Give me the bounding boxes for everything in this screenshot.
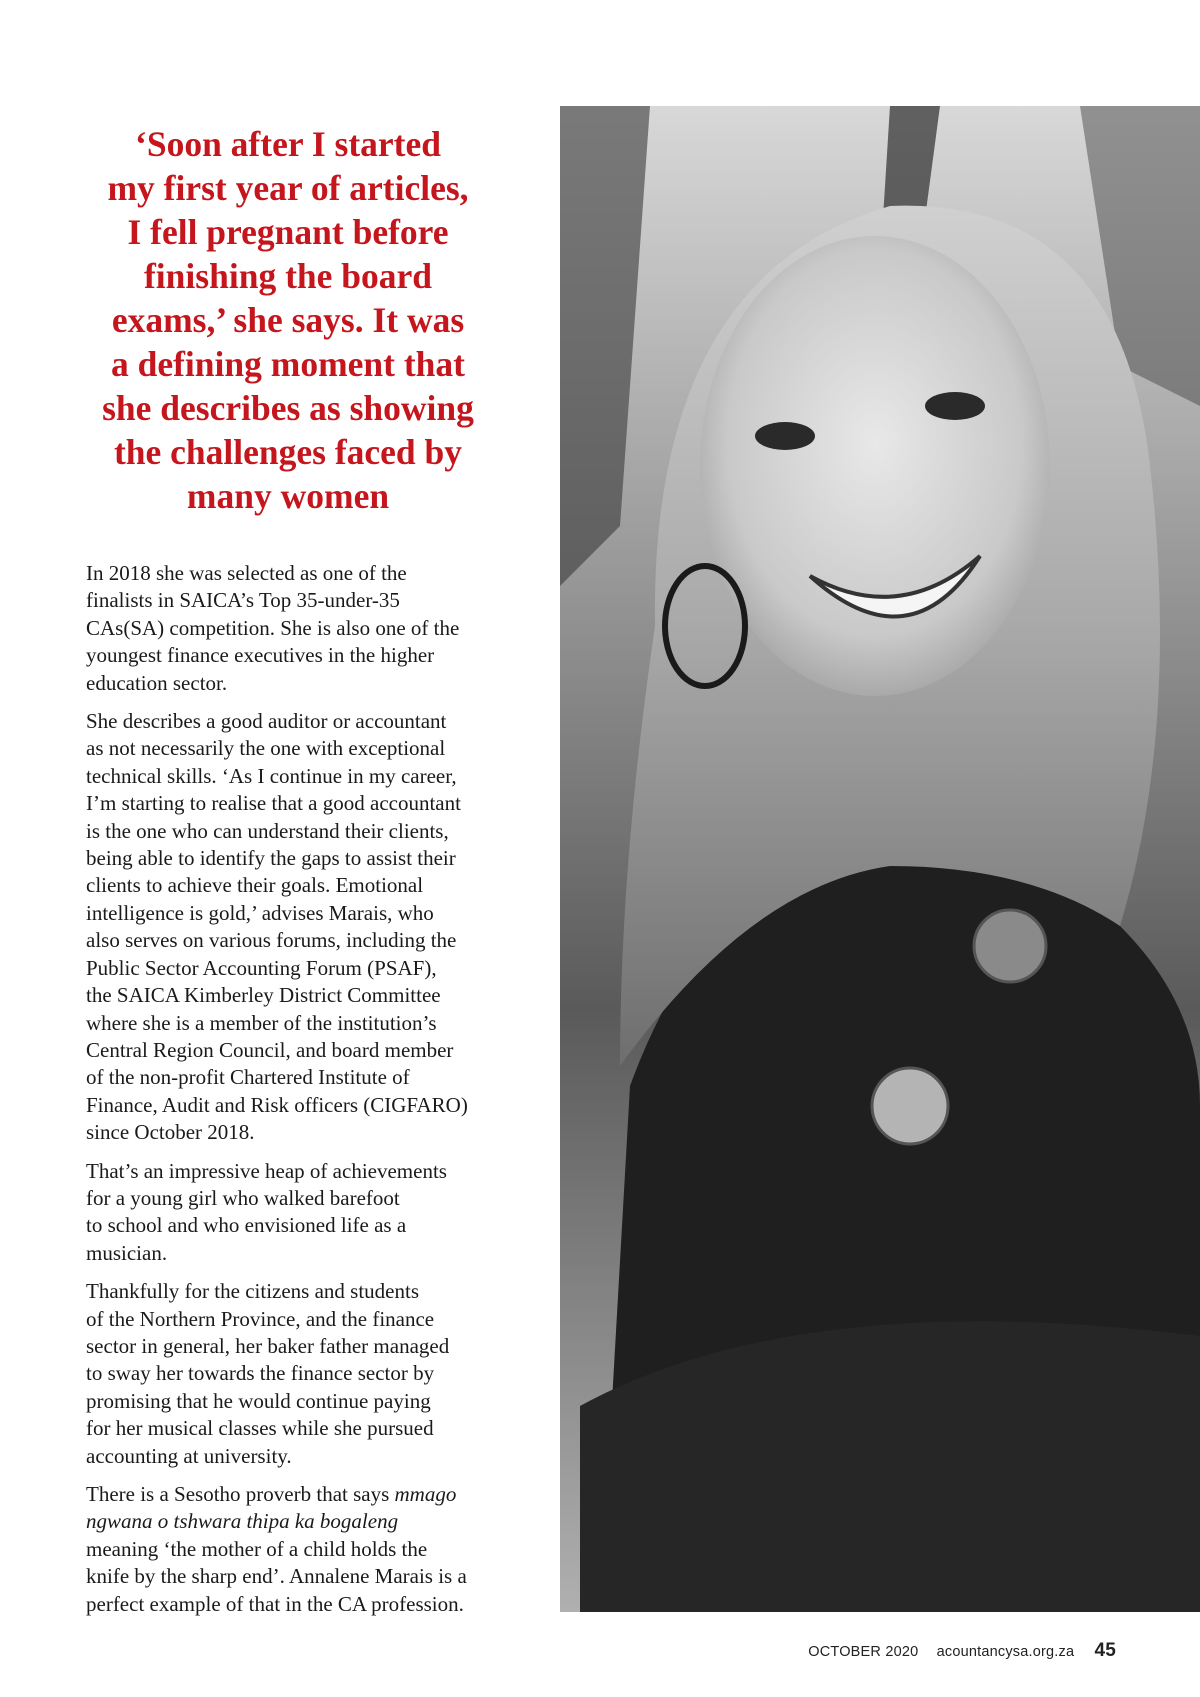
pull-quote [70, 122, 506, 518]
text-line: CAs(SA) competition. She is also one of the [86, 615, 460, 640]
text-line: perfect example of that in the CA profession. [86, 1591, 464, 1616]
text-fragment: There is a Sesotho proverb that says [86, 1482, 395, 1506]
text-line: promising that he would continue paying [86, 1388, 431, 1413]
article-body [86, 560, 516, 1629]
text-line: of the non-profit Chartered Institute of [86, 1065, 410, 1090]
text-line: where she is a member of the institution’s [86, 1010, 437, 1035]
issue-date: OCTOBER 2020 [808, 1644, 919, 1660]
text-line: Central Region Council, and board member [86, 1037, 454, 1062]
paragraph-baker-father [86, 1278, 516, 1470]
text-line: technical skills. ‘As I continue in my career, [86, 763, 457, 788]
text-line [86, 1508, 516, 1535]
paragraph-good-accountant [86, 708, 516, 1147]
text-line [86, 1481, 516, 1508]
paragraph-sesotho-proverb [86, 1481, 516, 1618]
pull-quote-line: many women [186, 476, 390, 516]
text-line: I’m starting to realise that a good accountant [86, 791, 461, 816]
text-line: meaning ‘the mother of a child holds the [86, 1536, 428, 1561]
pull-quote-line: ‘Soon after I started [135, 124, 441, 164]
pull-quote-line: my first year of articles, [107, 168, 469, 208]
text-line: to school and who envisioned life as a [86, 1213, 407, 1238]
proverb-italic: mmago [394, 1482, 457, 1506]
text-line: for a young girl who walked barefoot [86, 1185, 400, 1210]
pull-quote-line: a defining moment that [110, 344, 465, 384]
text-line: That’s an impressive heap of achievements [86, 1158, 447, 1183]
text-line: Public Sector Accounting Forum (PSAF), [86, 955, 437, 980]
text-line: Finance, Audit and Risk officers (CIGFARO) [86, 1092, 468, 1117]
text-line: for her musical classes while she pursued [86, 1416, 434, 1441]
text-line: musician. [86, 1240, 168, 1265]
portrait-illustration [560, 106, 1200, 1612]
text-line: intelligence is gold,’ advises Marais, who [86, 900, 434, 925]
text-line: knife by the sharp end’. Annalene Marais is a [86, 1564, 467, 1589]
pull-quote-line: I fell pregnant before [127, 212, 449, 252]
text-line: sector in general, her baker father managed [86, 1333, 450, 1358]
website: acountancysa.org.za [936, 1644, 1075, 1660]
proverb-italic: ngwana o tshwara thipa ka bogaleng [86, 1509, 399, 1534]
pull-quote-line: finishing the board [143, 256, 433, 296]
text-line: to sway her towards the finance sector by [86, 1361, 435, 1386]
text-line: Thankfully for the citizens and students [86, 1279, 419, 1304]
pull-quote-line: exams,’ she says. It was [111, 300, 465, 340]
page-number: 45 [1094, 1640, 1116, 1661]
page-footer [794, 1640, 1116, 1662]
text-line: being able to identify the gaps to assist their [86, 846, 456, 871]
text-line: since October 2018. [86, 1120, 255, 1145]
text-line: She describes a good auditor or accountant [86, 709, 447, 734]
text-line: clients to achieve their goals. Emotional [86, 873, 424, 898]
text-line: finalists in SAICA’s Top 35-under-35 [86, 588, 400, 613]
text-line: of the Northern Province, and the finance [86, 1306, 435, 1331]
portrait-photo [560, 106, 1200, 1612]
text-line: the SAICA Kimberley District Committee [86, 983, 441, 1008]
pull-quote-line: she describes as showing [102, 388, 474, 428]
paragraph-achievements [86, 560, 516, 697]
text-line: In 2018 she was selected as one of the [86, 561, 407, 585]
text-line: youngest finance executives in the higher [86, 643, 435, 668]
paragraph-heap-of-achievements [86, 1158, 516, 1268]
text-line: also serves on various forums, including the [86, 928, 457, 953]
text-line: is the one who can understand their clients, [86, 818, 449, 843]
text-line: accounting at university. [86, 1443, 292, 1468]
text-line: as not necessarily the one with exceptional [86, 736, 446, 761]
text-line: education sector. [86, 670, 228, 695]
pull-quote-line: the challenges faced by [113, 432, 463, 472]
